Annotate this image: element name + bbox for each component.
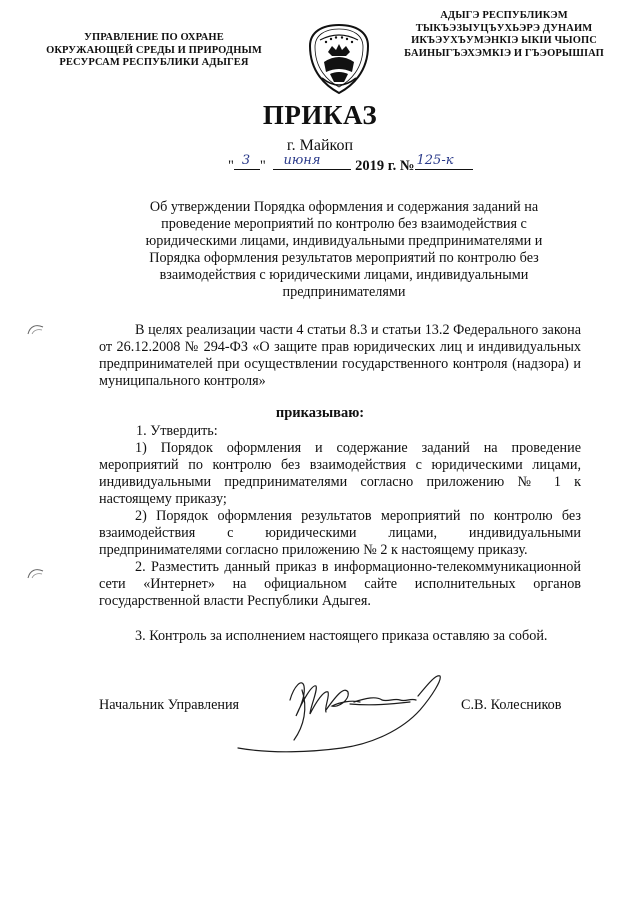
punch-hole-mark — [26, 566, 46, 580]
signer-title: Начальник Управления — [99, 697, 240, 713]
issuer-line: ТЫКЪЭЗЫУЦЪУХЬЭРЭ ДУНАИМ — [415, 22, 593, 34]
date-year: 2019 г. № — [355, 158, 415, 174]
subject-line: предпринимателями — [282, 284, 406, 300]
item-1-title: 1. Утвердить: — [136, 423, 218, 439]
subject-line: юридическими лицами, индивидуальными предпринимателями и — [145, 233, 543, 249]
document-subject — [110, 199, 578, 301]
date-day: 3 — [241, 153, 251, 168]
signer-name: С.В. Колесников — [461, 697, 562, 713]
document-city: г. Майкоп — [286, 137, 354, 154]
item-1-subitem-2: 2) Порядок оформления результатов мероприятий по контролю без взаимодействия с юридическими лицами, индивидуальными предпринимателями согласно приложению № 2 к настоящему приказу. — [99, 508, 581, 558]
issuer-line: ОКРУЖАЮЩЕЙ СРЕДЫ И ПРИРОДНЫМ — [46, 44, 262, 56]
handwritten-signature — [232, 656, 452, 766]
item-1-subitem-1: 1) Порядок оформления и содержание заданий на проведение мероприятий по контролю без взаимодействия с юридическими лицами, индивидуальными предпринимателями согласно приложению № 1 к настоящему приказу; — [99, 440, 581, 507]
order-word: приказываю: — [275, 405, 365, 421]
subject-line: Порядка оформления результатов мероприятий по контролю без — [149, 250, 539, 266]
issuer-line: РЕСУРСАМ РЕСПУБЛИКИ АДЫГЕЯ — [59, 57, 249, 68]
preamble-paragraph: В целях реализации части 4 статьи 8.3 и статьи 13.2 Федерального закона от 26.12.2008 № 294-ФЗ «О защите прав юридических лиц и индивидуальных предпринимателей при осуществлении государственного контроля (надзора) и муниципального контроля» — [99, 322, 581, 389]
date-and-number-line: " 3 " июня 2019 г. № 125-к — [228, 155, 473, 175]
order-number: 125-к — [416, 153, 454, 168]
issuer-line: БАИНЫГЪЭХЭМКIЭ И ГЪЭОРЫШIАП — [404, 47, 604, 59]
issuer-line: АДЫГЭ РЕСПУБЛИКЭМ — [440, 10, 568, 21]
document-title: ПРИКАЗ — [262, 100, 378, 130]
subject-line: Об утверждении Порядка оформления и содержания заданий на — [149, 199, 539, 215]
issuer-line: ИКЪЭУХЪУМЭНКIЭ ЫКIИ ЧЫОПС — [411, 35, 597, 46]
issuer-header-russian — [38, 32, 270, 70]
date-month: июня — [283, 153, 321, 168]
item-2-paragraph: 2. Разместить данный приказ в информационно-телекоммуникационной сети «Интернет» на официальном сайте исполнительных органов государственной власти Республики Адыгея. — [99, 559, 581, 609]
subject-line: взаимодействия с юридическими лицами, индивидуальными — [159, 267, 529, 283]
punch-hole-mark — [26, 322, 46, 336]
issuer-header-adyghe — [386, 10, 622, 60]
issuer-line: УПРАВЛЕНИЕ ПО ОХРАНЕ — [84, 32, 224, 43]
item-3-paragraph: 3. Контроль за исполнением настоящего приказа оставляю за собой. — [135, 628, 548, 644]
subject-line: проведение мероприятий по контролю без взаимодействия с — [161, 216, 527, 232]
coat-of-arms-adygea-icon — [306, 22, 372, 96]
